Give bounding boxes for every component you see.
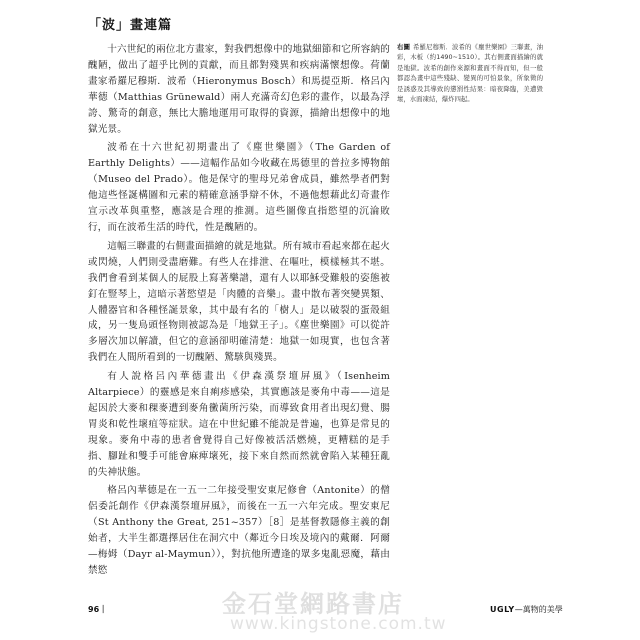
running-footer [490,604,563,615]
body-paragraph-1: 十六世紀的兩位北方畫家，對我們想像中的地獄細節和它所容納的醜陋，做出了超乎比例的貢獻，而且都對殘異和疾病滿懷想像。荷蘭畫家希羅尼穆斯．波希（Hieronymus Bosch）和馬提亞斯．格呂內華德（Matthias Grünewald）兩人充滿奇幻色彩的畫作，以最為浮誇、驚奇的創意，無比大膽地運用可取得的資源，描繪出想像中的地獄光景。 [88,44,390,135]
body-text-column [88,42,390,582]
caption-label: 右圖 [397,43,411,51]
page-number: 96｜ [88,605,108,614]
section-title: 「波」畫連篇 [88,18,173,33]
watermark-url: www.kingstone.com.tw [230,614,447,634]
watermark-text: 金石堂網路書店 [222,589,404,618]
body-paragraph-4: 有人說格呂內華德畫出《伊森漢祭壇屏風》（Isenheim Altarpiece）的靈感是來自痢疹感染，其實應該是麥角中毒——這是起因於大麥和稞麥遭到麥角黴菌所污染，而導致食用者出現幻覺、腸胃炎和乾性壞疽等症狀。這在中世紀雖不能說是普遍，也算是常見的現象。麥角中毒的患者會覺得自己好像被活活燃燒，更糟糕的是手指、腳趾和雙手可能會麻痺壞死，接下來自然而然就會陷入某種狂亂的失神狀態。 [88,371,390,478]
body-paragraph-2: 波希在十六世紀初期畫出了《塵世樂園》（The Garden of Earthly Delights）——這幅作品如今收藏在馬德里的普拉多博物館（Museo del Prado）。他是保守的聖母兄弟會成員，雖然學者們對他這些怪誕構圖和元素的精確意涵爭辯不休，不過他想藉此幻奇畫作宣示改革與重整，應該是合理的推測。這些圖像直指慾望的沉淪敗行，而在波希生活的時代，性是醜陋的。 [88,142,390,233]
book-title-rest: —萬物的美學 [514,605,563,614]
book-title-bold: UGLY [490,605,515,614]
image-caption [397,42,543,104]
body-paragraph-3: 這幅三聯畫的右側畫面描繪的就是地獄。所有城市看起來都在起火或閃燒，人們則受盡磨難。有些人在排泄、在嘔吐，模樣極其不堪。我們會看到某個人的屁股上寫著樂譜，還有人以耶穌受難般的姿態被釘在豎琴上，這暗示著慾望是「肉體的音樂」。畫中散布著突變異類、人體器官和各種怪誕景象，其中最有名的「樹人」是以破裂的蛋殼組成，另一隻鳥頭怪物則被認為是「地獄王子」。《塵世樂園》可以從許多層次加以解讀，但它的意涵卻明確清楚：地獄一如現實，也包含著我們在人間所看到的一切醜陋、驚駭與殘異。 [88,240,390,364]
body-paragraph-5: 格呂內華德是在一五一二年接受聖安東尼修會（Antonite）的僧侶委託創作《伊森漢祭壇屏風》，而後在一五一六年完成。聖安東尼（St Anthony the Great, 251~357）［8］是基督教隱修主義的創始者，大半生都選擇居住在洞穴中（鄰近今日埃及境內的戴爾．阿爾—梅姆（Dayr al-Maymun）），對抗他所遭逢的眾多鬼亂惡魔，藉由禁慾 [88,485,390,576]
caption-text: 希羅尼穆斯．波希的《塵世樂園》三聯畫，油彩，木板（約1490~1510）。其右側畫面描繪的就是地獄。波希的創作來源和畫面不得而知，但一般都認為畫中這些殘缺、變異的可怕景象，所象徵的是誘惑及其導致的懲罰性結果：暗夜降臨，美遭毀壞，水面凍結，爆炸四起。 [397,43,544,104]
